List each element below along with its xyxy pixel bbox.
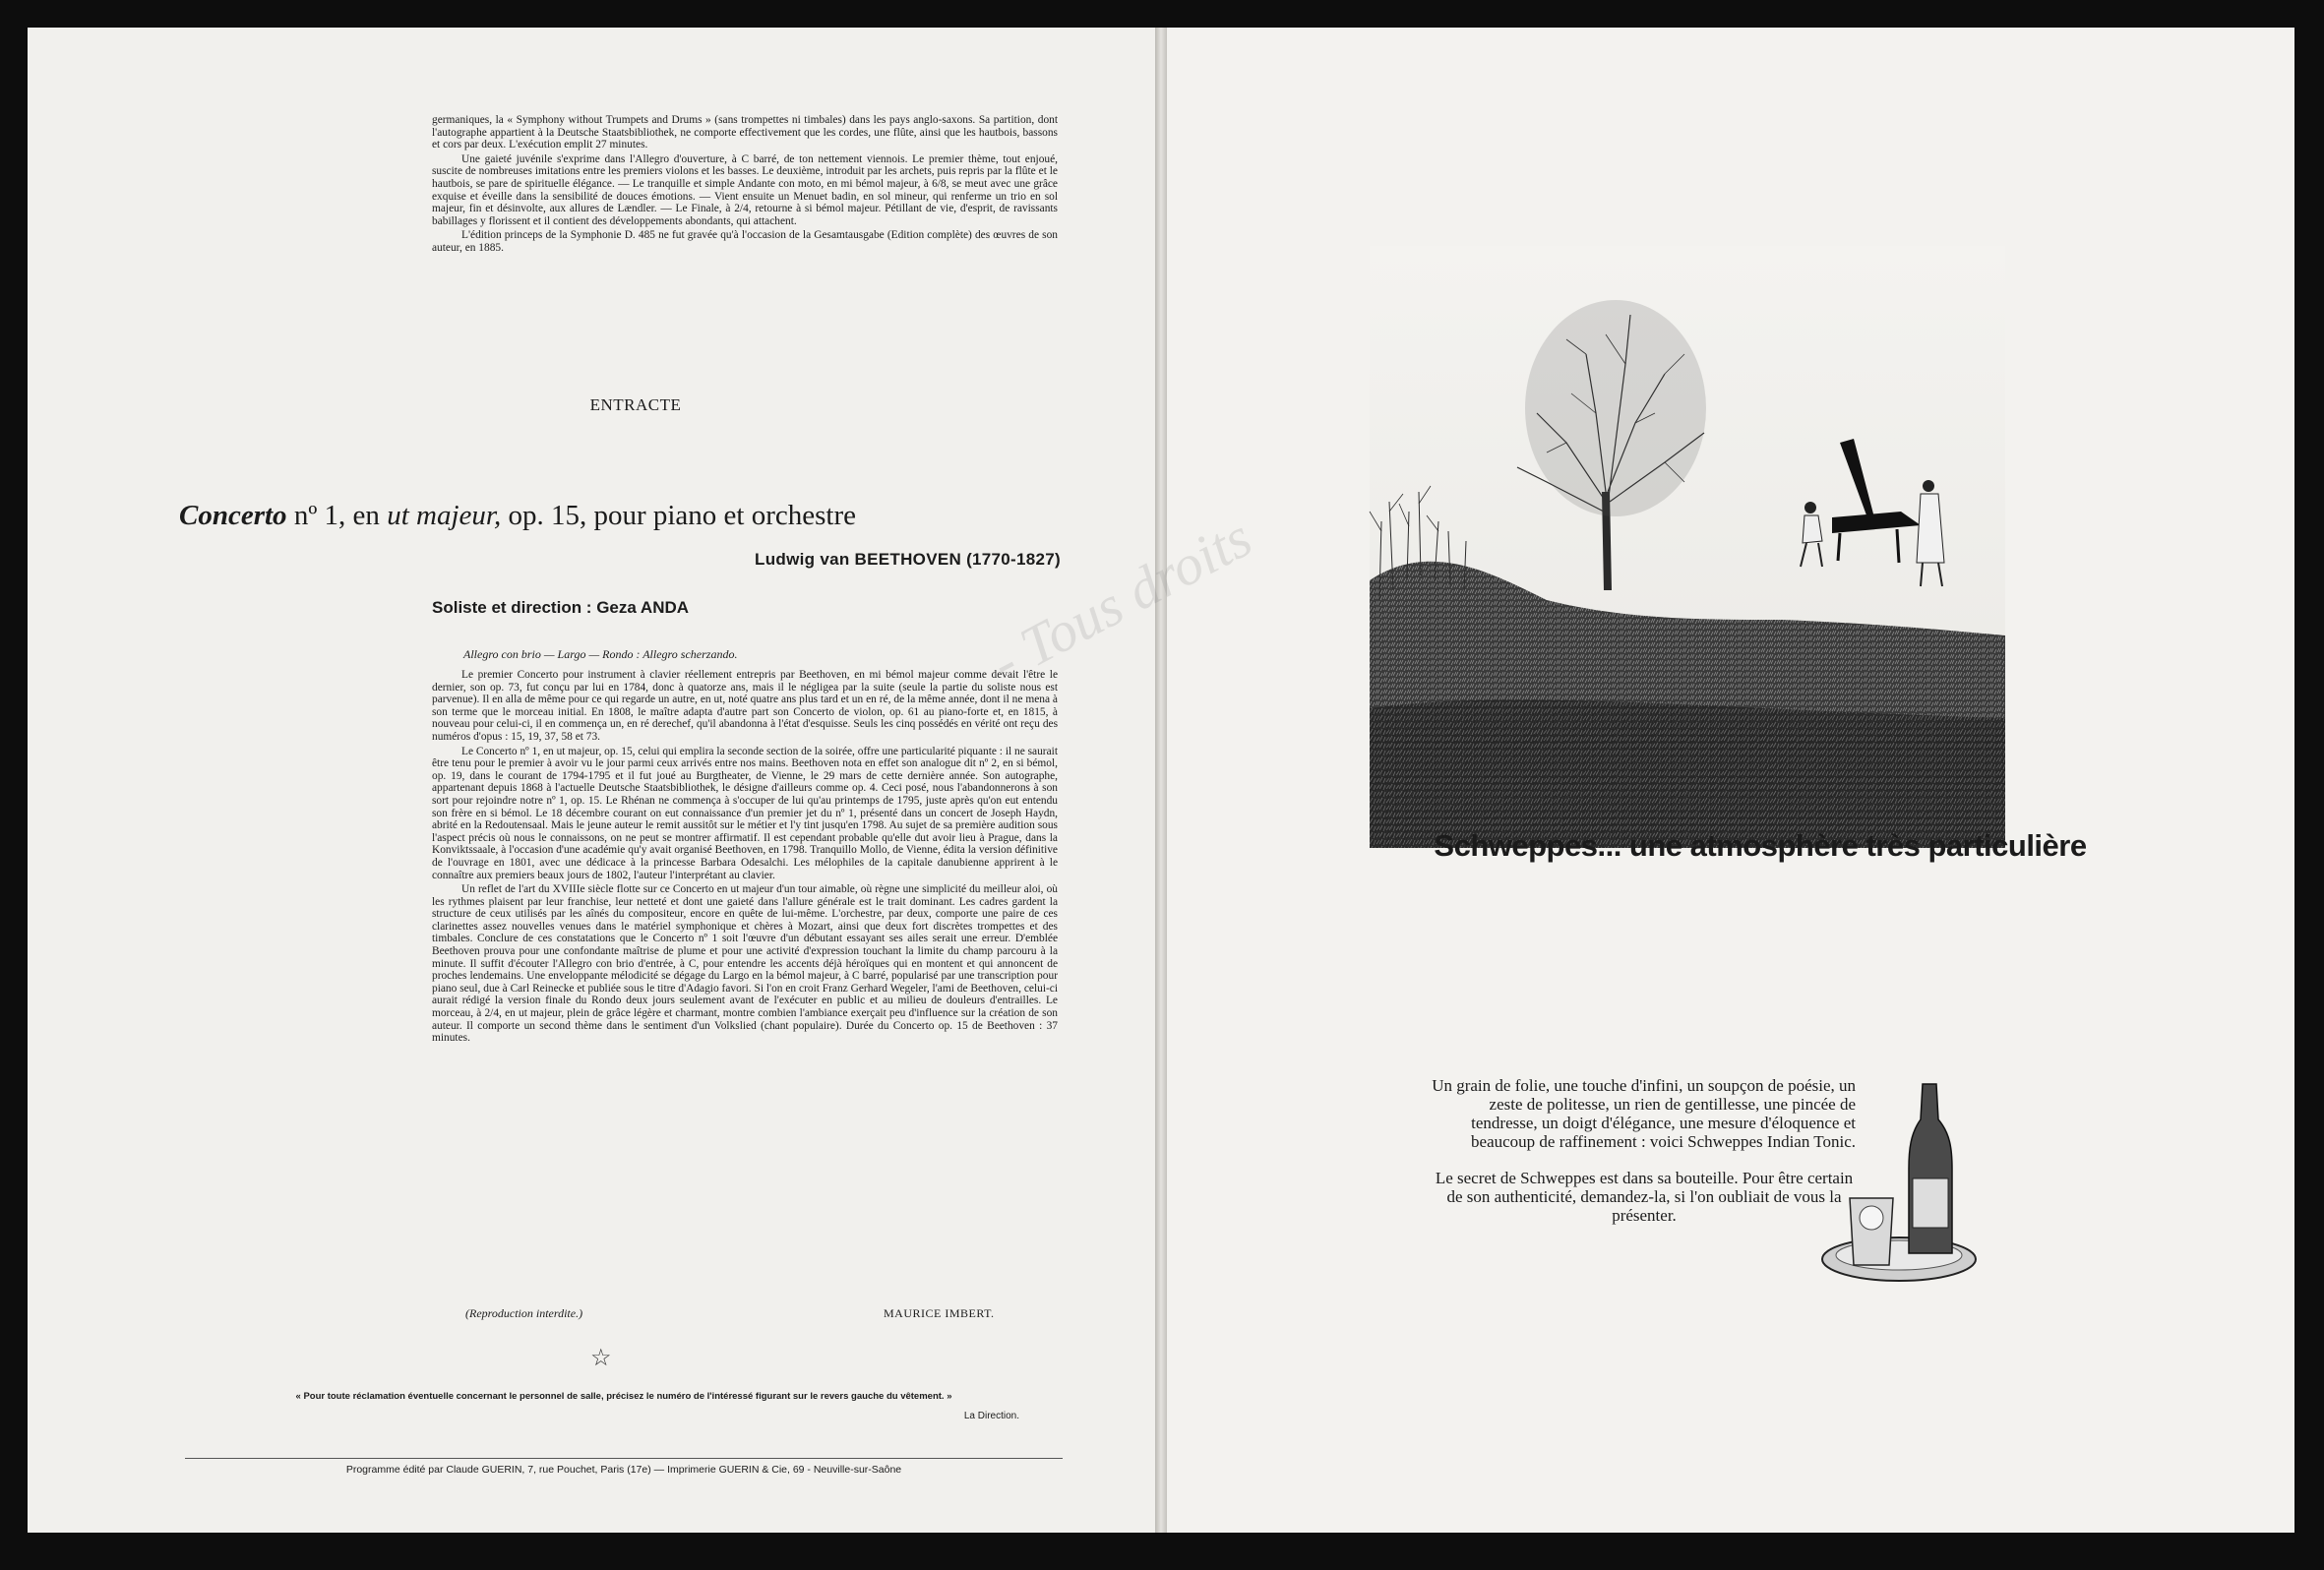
entracte-heading: ENTRACTE bbox=[589, 395, 682, 414]
ad-paragraph-2: Le secret de Schweppes est dans sa bouteille. Pour être certain de son authenticité, demandez-la, si l'on oubliait de vous la présenter. bbox=[1435, 1169, 1854, 1225]
bottle-label bbox=[1913, 1178, 1948, 1228]
footer-rule bbox=[185, 1458, 1063, 1459]
schubert-notes bbox=[432, 114, 1058, 257]
direction-signature: La Direction. bbox=[963, 1411, 1019, 1421]
piano-landscape-illustration bbox=[1370, 246, 2005, 848]
staff-notice: « Pour toute réclamation éventuelle concernant le personnel de salle, précisez le numéro de l'intéressé figurant sur le revers gauche du vêtement. » bbox=[295, 1391, 952, 1402]
paragraph: Le premier Concerto pour instrument à clavier réellement entrepris par Beethoven, en mi bémol majeur comme devait l'être le dernier, son op. 73, fut conçu par lui en 1784, donc à quatorze ans, mais il le négligea par la suite (seule la partie du soliste nous est parvenue). Il en alla de même pour ce qui regarde un autre, en ut, noté quatre ans plus tard et un en ré, de la même année, dont il ne mena à son terme que le morceau initial. En 1808, le maître adapta d'autre part son Concerto de violon, op. 61 au piano-forte et, en 1815, à nouveau pour celui-ci, il en commença un, en ré derechef, qu'il abandonna à l'état d'esquisse. Seuls les cinq possédés en vérité ont reçu des numéros d'opus : 15, 19, 37, 58 et 73. bbox=[432, 669, 1058, 743]
movements: Allegro con brio — Largo — Rondo : Allegro scherzando. bbox=[463, 647, 738, 661]
soloist: Soliste et direction : Geza ANDA bbox=[432, 598, 690, 617]
concerto-number: nº 1, en bbox=[286, 500, 388, 531]
ad-headline: Schweppes... une atmosphère très particulière bbox=[1434, 828, 2087, 863]
paragraph: Le Concerto nº 1, en ut majeur, op. 15, celui qui emplira la seconde section de la soirée, offre une particularité piquante : il ne saurait être tenu pour le premier à avoir vu le jour parmi ceux arrivés entre nos mains. Beethoven nota en effet son analogue dit nº 2, en si bémol, op. 19, dans le courant de 1794-1795 et il fut joué au Burgtheater, de Vienne, le 29 mars de cette dernière année. Son autographe, appartenant depuis 1868 à l'actuelle Deutsche Staatsbibliothek, le désigne d'ailleurs comme op. 4. Ceci posé, nous l'abandonnerons à son sort pour rejoindre notre nº 1, op. 15. Le Rhénan ne commença à s'occuper de lui qu'au printemps de 1795, juste après qu'on eut entendu son frère en si bémol. Le 18 décembre courant on eut connaissance d'un premier jet du nº 1, présenté dans un concert de Joseph Haydn, abrité en la Redoutensaal. Mais le jeune auteur le remit aussitôt sur le métier et l'y tint jusqu'en 1798. Au sujet de sa première audition sous l'aspect précis où nous le connaissons, on ne peut se montrer affirmatif. Il est cependant probable qu'elle dut avoir lieu à Prague, dans la Konviktssaale, à l'occasion d'une académie qu'y avait organisé Beethoven, en 1798. Tranquillo Mollo, de Vienne, édita la version définitive de l'ouvrage en 1801, avec une dédicace à la princesse Barbara Odesalchi. Les mélophiles de la capitale danubienne apprirent à le connaître aux premiers beaux jours de 1802, l'auteur l'interprétant au clavier. bbox=[432, 745, 1058, 881]
page-gutter bbox=[1155, 28, 1167, 1533]
star-icon: ☆ bbox=[590, 1346, 612, 1371]
composer: Ludwig van BEETHOVEN (1770-1827) bbox=[755, 550, 1061, 569]
printer-footer: Programme édité par Claude GUERIN, 7, rue Pouchet, Paris (17e) — Imprimerie GUERIN & Cie, 69 - Neuville-sur-Saône bbox=[345, 1464, 902, 1476]
ad-body bbox=[1425, 1076, 1856, 1225]
author-signature: MAURICE IMBERT. bbox=[884, 1306, 995, 1320]
reproduction-notice: (Reproduction interdite.) bbox=[465, 1306, 583, 1320]
paragraph: Un reflet de l'art du XVIIIe siècle flotte sur ce Concerto en ut majeur d'un tour aimable, où règne une simplicité du meilleur aloi, où les rythmes plaisent par leur franchise, leur netteté et dont une gaieté dans l'allure générale est le trait dominant. Les cadres gardent la structure de ceux utilisés par les aînés du compositeur, encore en quête de lui-même. L'orchestre, par deux, comporte une paire de ces clarinettes assez nouvelles venues dans le matériel symphonique et chères à Mozart, ainsi que deux fort discrètes trompettes et des timbales. Conclure de ces constatations que le Concerto nº 1 soit l'œuvre d'un débutant essayant ses ailes serait une erreur. D'emblée Beethoven prouva pour une confondante maîtrise de plume et pour une activité d'expression touchant la limite du champ parcouru à la minute. Il suffit d'écouter l'Allegro con brio d'entrée, à C, pour entendre les accents déjà héroïques qui en montent et qui annoncent de proches lendemains. Une enveloppante mélodicité se dégage du Largo en la bémol majeur, à C barré, popularisé par une transcription pour piano seul, due à Carl Reinecke et publiée sous le titre d'Adagio favori. Si l'on en croit Franz Gerhard Wegeler, l'ami de Beethoven, celui-ci aurait rédigé la version finale du Rondo deux jours seulement avant de l'exécuter en public et au milieu de douleurs d'entrailles. Le morceau, à 2/4, en ut majeur, plein de grâce légère et charmant, montre combien l'ambiance exerçait peu d'influence sur la création de son auteur. Il comporte un second thème dans le sentiment d'un Volkslied (chant populaire). Durée du Concerto op. 15 de Beethoven : 37 minutes. bbox=[432, 883, 1058, 1045]
rights-watermark: - Tous droits bbox=[980, 505, 1262, 695]
foreground-grass bbox=[1370, 699, 2005, 848]
concerto-title bbox=[179, 500, 1065, 532]
concerto-word: Concerto bbox=[179, 500, 287, 531]
paragraph: Une gaieté juvénile s'exprime dans l'Allegro d'ouverture, à C barré, de ton nettement viennois. Le premier thème, tout enjoué, suscite de nombreuses imitations entre les premiers violons et les basses. Le deuxième, introduit par les archets, puis repris par la flûte et le hautbois, se pare de spirituelle élégance. — Le tranquille et simple Andante con moto, en mi bémol majeur, à 6/8, se meut avec une grâce exquise et éveille dans la sensibilité de douces émotions. — Vient ensuite un Menuet badin, en sol mineur, qui renferme un trio en sol majeur, fin et désinvolte, aux allures de Lændler. — Le Finale, à 2/4, retourne à si bémol majeur. Pétillant de vie, d'esprit, de ravissants babillages y florissent et il contient des développements abondants, qui attachent. bbox=[432, 152, 1058, 227]
paragraph: L'édition princeps de la Symphonie D. 485 ne fut gravée qu'à l'occasion de la Gesamtausgabe (Edition complète) des œuvres de son auteur, en 1885. bbox=[432, 229, 1058, 254]
schweppes-bottle-tray-illustration bbox=[1820, 1080, 1978, 1287]
ad-paragraph-1: Un grain de folie, une touche d'infini, un soupçon de poésie, un zeste de politesse, un rien de gentillesse, une pincée de tendresse, un doigt d'élégance, une mesure d'éloquence et beaucoup de raffinement : voici Schweppes Indian Tonic. bbox=[1432, 1076, 1856, 1151]
left-page bbox=[28, 28, 1155, 1533]
lemon-slice bbox=[1860, 1206, 1883, 1230]
paragraph: germaniques, la « Symphony without Trumpets and Drums » (sans trompettes ni timbales) dans les pays anglo-saxons. Sa partition, dont l'autographe appartient à la Deutsche Staatsbibliothek, ne comporte effectivement que les cordes, une flûte, ainsi que les hautbois, bassons et cors par deux. L'exécution emplit 27 minutes. bbox=[432, 114, 1058, 151]
concerto-key: ut majeur, bbox=[387, 500, 502, 531]
beethoven-notes bbox=[432, 669, 1058, 1047]
concerto-opus: op. 15, pour piano et orchestre bbox=[501, 500, 856, 531]
